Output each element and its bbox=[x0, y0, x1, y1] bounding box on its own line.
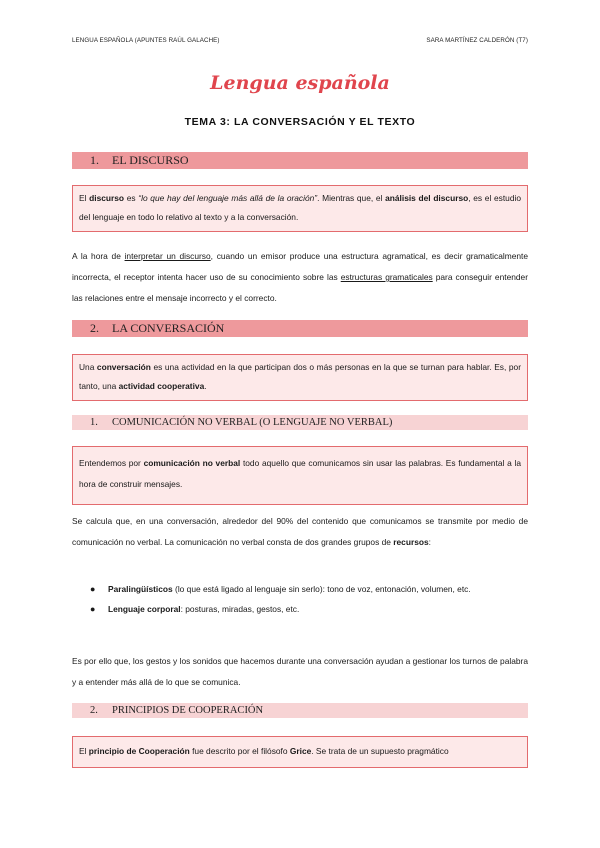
bullet-icon: ● bbox=[90, 584, 96, 594]
list-item-text: : posturas, miradas, gestos, etc. bbox=[180, 604, 300, 614]
definition-box-discurso bbox=[72, 185, 528, 232]
text: El bbox=[79, 746, 89, 756]
list-item-term: Paralingüísticos bbox=[108, 584, 173, 594]
section-number: 2. bbox=[90, 321, 99, 335]
term-discurso: discurso bbox=[89, 193, 125, 203]
paragraph-recursos bbox=[72, 511, 528, 553]
text: Es por ello que, los gestos y los sonidos que hacemos durante una conversación ayudan a gestionar los turnos de palabra y a entender más allá de lo que se comunica. bbox=[72, 656, 528, 687]
text: Se calcula que, en una conversación, alrededor del 90% del contenido que comunicamos se transmite por medio de comunicación no verbal. La comunicación no verbal consta de dos grandes grupos de bbox=[72, 516, 528, 547]
section-number: 1. bbox=[90, 153, 99, 167]
subsection-heading-cooperacion bbox=[72, 703, 528, 718]
text: : bbox=[428, 537, 431, 547]
term-actividad-cooperativa: actividad cooperativa bbox=[118, 381, 205, 391]
paragraph-interpretar bbox=[72, 246, 528, 309]
text: fue descrito por el filósofo bbox=[189, 746, 290, 756]
term-principio-cooperacion: principio de Cooperación bbox=[88, 746, 190, 756]
subsection-heading-no-verbal bbox=[72, 415, 528, 430]
list-item-term: Lenguaje corporal bbox=[108, 604, 181, 614]
list-item-text: (lo que está ligado al lenguaje sin serlo): tono de voz, entonación, volumen, etc. bbox=[172, 584, 471, 594]
section-heading-conversacion bbox=[72, 320, 528, 337]
list-item bbox=[72, 599, 528, 619]
section-number: 2. bbox=[90, 705, 98, 716]
document-subtitle: TEMA 3: LA CONVERSACIÓN Y EL TEXTO bbox=[184, 116, 416, 128]
term-conversacion: conversación bbox=[96, 362, 151, 372]
term-comunicacion-no-verbal: comunicación no verbal bbox=[143, 458, 241, 468]
text: Una bbox=[79, 362, 97, 372]
section-title: PRINCIPIOS DE COOPERACIÓN bbox=[112, 705, 264, 716]
document-title: Lengua española bbox=[210, 72, 390, 94]
text: . bbox=[204, 381, 207, 391]
section-heading-discurso bbox=[72, 152, 528, 169]
text: A la hora de bbox=[72, 251, 125, 261]
section-number: 1. bbox=[90, 417, 98, 428]
text: para conseguir entender las relaciones entre el mensaje incorrecto y el correcto. bbox=[72, 272, 528, 303]
definition-box-cooperacion bbox=[72, 736, 528, 768]
section-title: LA CONVERSACIÓN bbox=[112, 321, 225, 335]
text: . Se trata de un supuesto pragmático bbox=[311, 746, 449, 756]
text: Entendemos por bbox=[79, 458, 144, 468]
header-left: LENGUA ESPAÑOLA (APUNTES RAÚL GALACHE) bbox=[72, 37, 220, 44]
quote: “lo que hay del lenguaje más allá de la oración” bbox=[138, 193, 318, 203]
text: . Mientras que, el bbox=[317, 193, 386, 203]
term-recursos: recursos bbox=[393, 537, 429, 547]
text: El bbox=[79, 193, 90, 203]
definition-box-no-verbal bbox=[72, 446, 528, 505]
section-title: EL DISCURSO bbox=[112, 153, 189, 167]
header-right: SARA MARTÍNEZ CALDERÓN (T7) bbox=[426, 37, 528, 44]
term-analisis: análisis del discurso bbox=[385, 193, 469, 203]
underlined-text: interpretar un discurso bbox=[124, 251, 211, 261]
text: es una actividad en la que participan dos o más personas en la que se turnan para hablar. Es, por tanto, una bbox=[79, 362, 521, 391]
term-grice: Grice bbox=[289, 746, 312, 756]
section-title: COMUNICACIÓN NO VERBAL (O LENGUAJE NO VERBAL) bbox=[112, 417, 393, 428]
text: , es el estudio del lenguaje en todo lo relativo al texto y a la conversación. bbox=[79, 193, 521, 222]
list-item bbox=[72, 579, 528, 599]
paragraph-gestos bbox=[72, 651, 528, 693]
bullet-icon: ● bbox=[90, 604, 96, 614]
underlined-text: estructuras gramaticales bbox=[340, 272, 433, 282]
text: todo aquello que comunicamos sin usar las palabras. Es fundamental a la hora de construir mensajes. bbox=[79, 458, 521, 489]
resources-list bbox=[72, 579, 528, 619]
definition-box-conversacion bbox=[72, 354, 528, 401]
text: es bbox=[124, 193, 139, 203]
text: , cuando un emisor produce una estructura agramatical, es decir gramaticalmente incorrecta, el receptor intenta hacer uso de su conocimiento sobre las bbox=[72, 251, 528, 282]
